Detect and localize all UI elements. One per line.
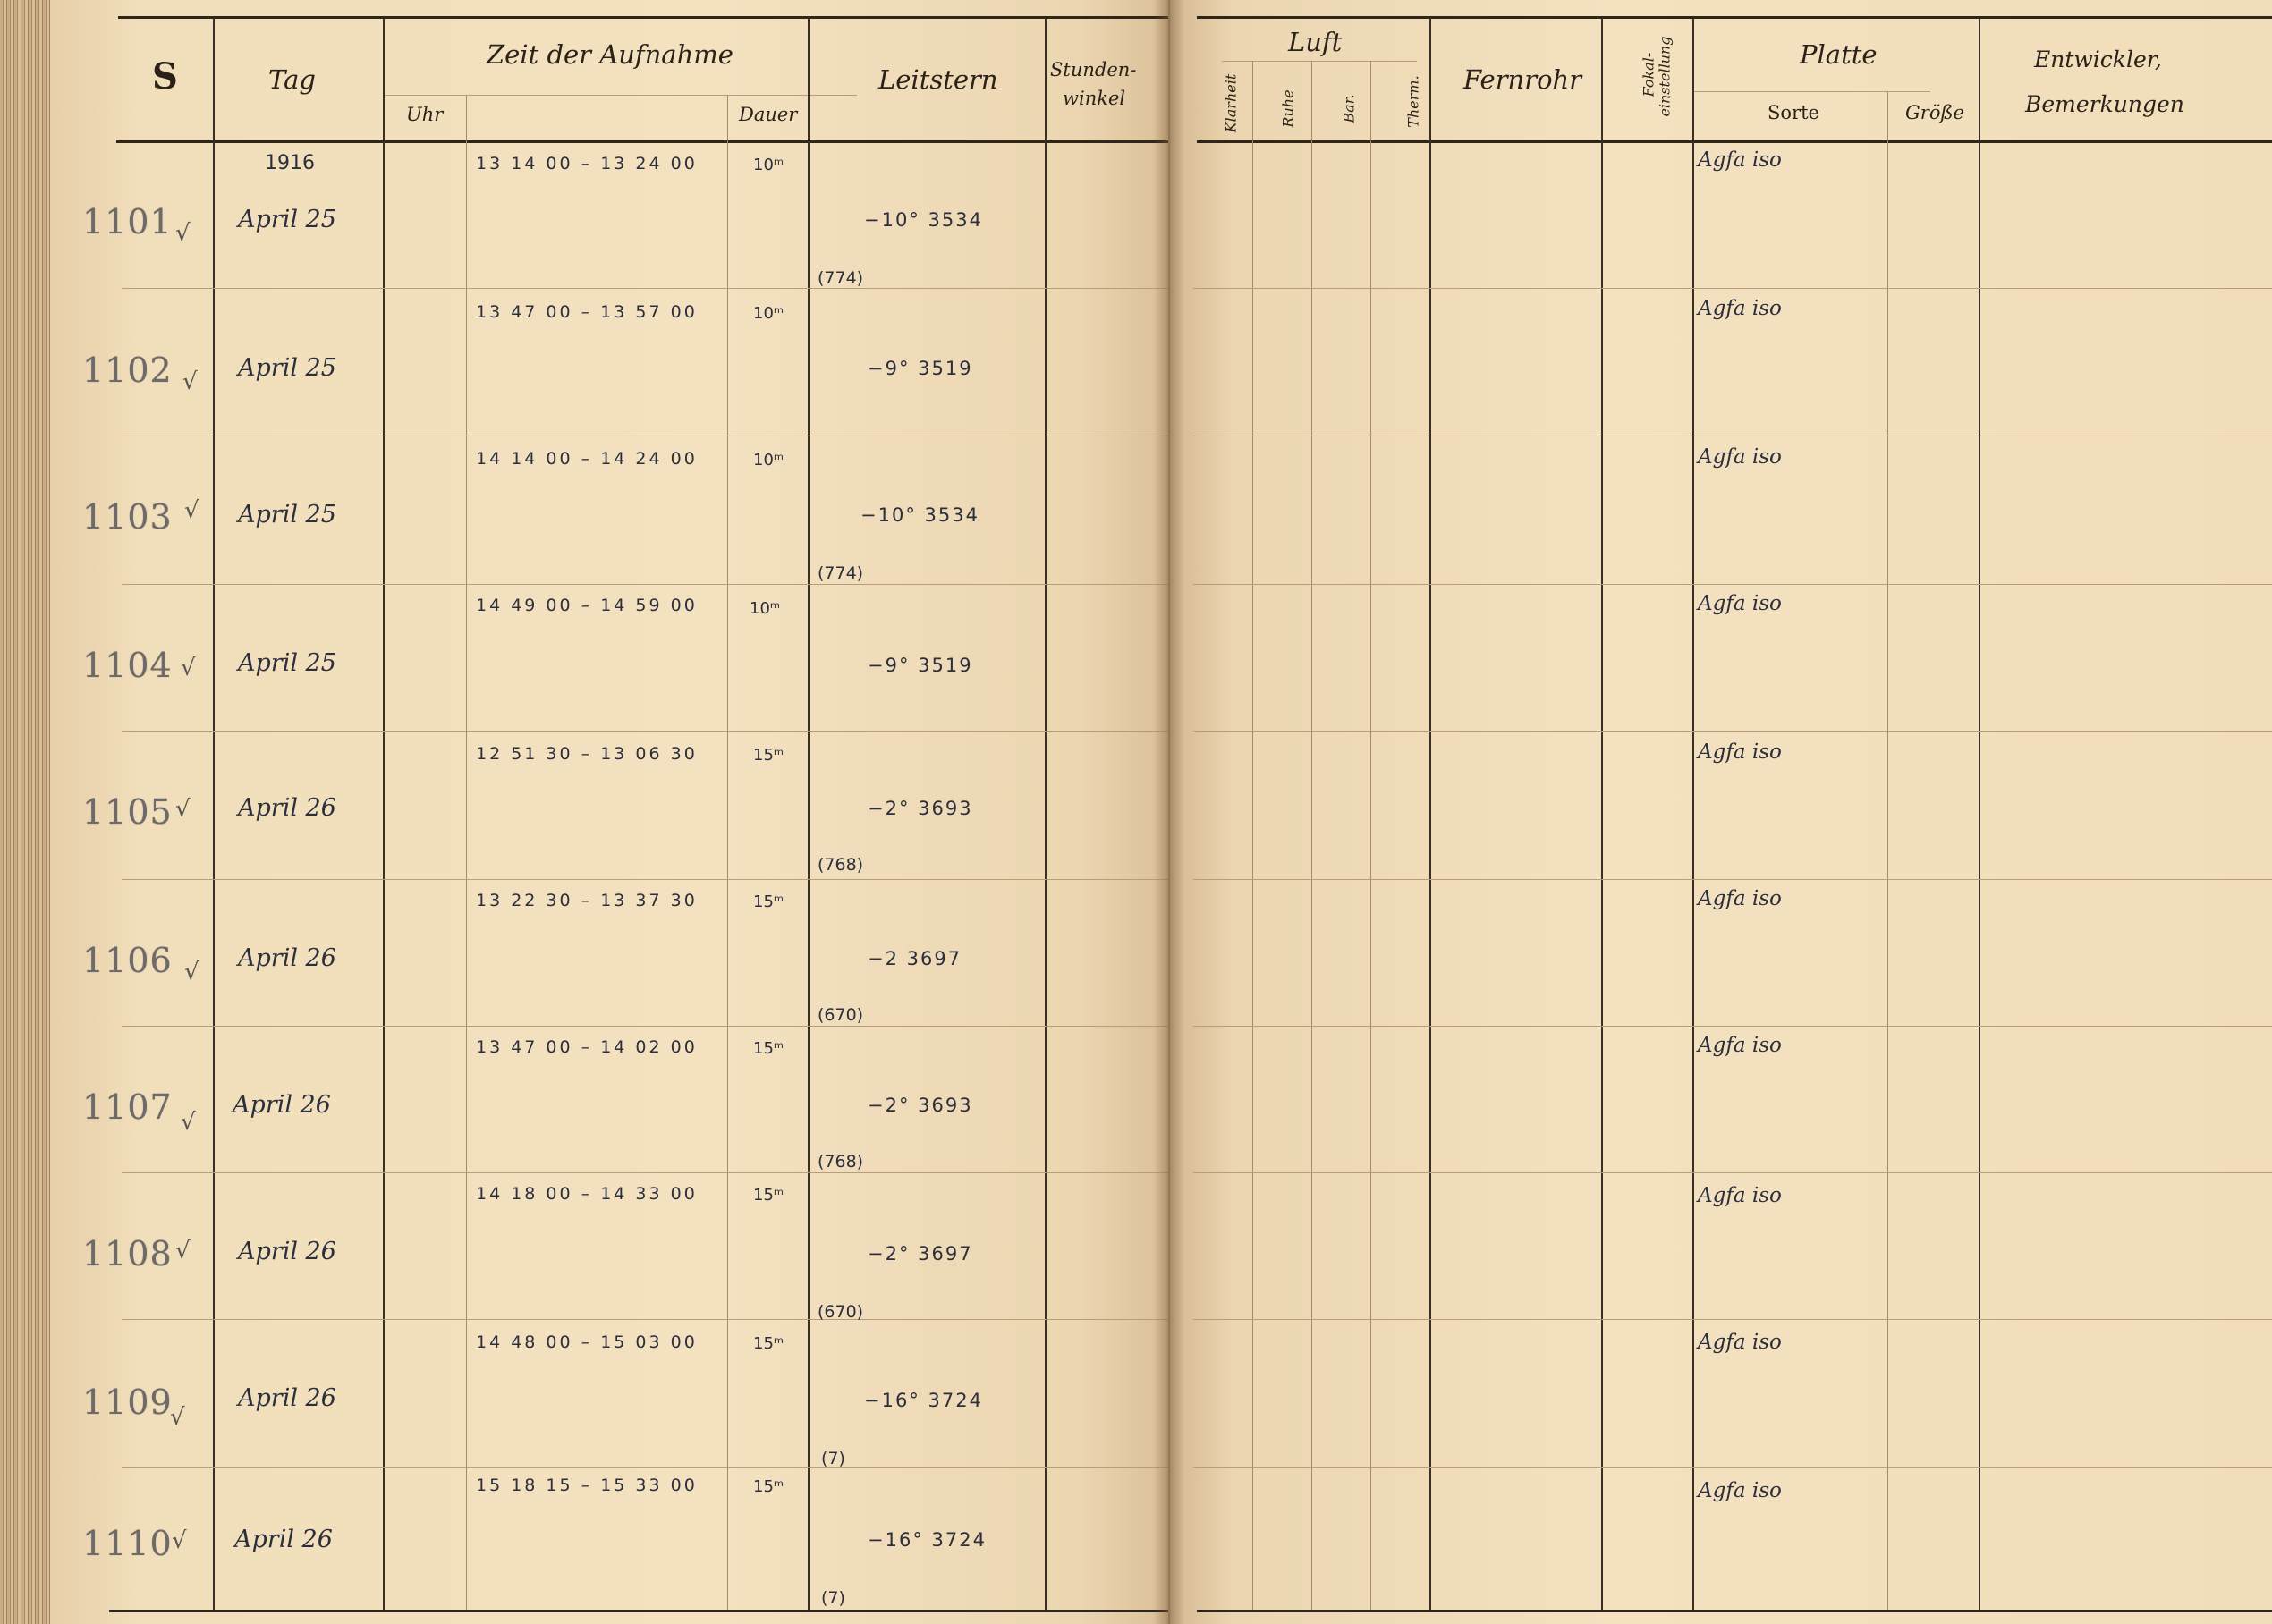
header-platte: Platte xyxy=(1800,39,1878,70)
bottom-rule xyxy=(109,1610,1168,1612)
row-dauer: 15ᵐ xyxy=(753,1477,784,1496)
row-plate: Agfa iso xyxy=(1698,1331,1782,1354)
row-rule xyxy=(122,879,1168,880)
row-check: √ xyxy=(172,1527,187,1554)
row-ref: (768) xyxy=(818,1152,864,1171)
row-plate: Agfa iso xyxy=(1698,445,1782,469)
row-leitstern: −9° 3519 xyxy=(868,358,973,379)
row-rule xyxy=(122,1319,1168,1320)
row-check: √ xyxy=(175,220,191,247)
row-leitstern: −10° 3534 xyxy=(860,504,979,526)
row-number: 1107 xyxy=(82,1087,173,1127)
row-number: 1105 xyxy=(82,792,173,832)
row-dauer: 10ᵐ xyxy=(753,304,784,323)
row-number: 1110 xyxy=(82,1524,173,1563)
row-dauer: 15ᵐ xyxy=(753,1334,784,1353)
col-rule-luft xyxy=(1429,18,1431,1610)
row-time: 13 47 00 – 13 57 00 xyxy=(476,302,698,322)
row-time: 13 22 30 – 13 37 30 xyxy=(476,891,698,910)
row-dauer: 10ᵐ xyxy=(750,599,781,618)
header-entwickler: Entwickler, xyxy=(2034,47,2162,72)
row-rule xyxy=(1193,1319,2272,1320)
row-plate: Agfa iso xyxy=(1698,148,1782,172)
row-rule xyxy=(122,1172,1168,1173)
row-ref: (7) xyxy=(821,1449,845,1468)
row-leitstern: −2° 3697 xyxy=(868,1243,973,1265)
row-leitstern: −2° 3693 xyxy=(868,798,973,819)
row-rule xyxy=(1193,1172,2272,1173)
row-ref: (774) xyxy=(818,268,864,288)
col-rule-sorte xyxy=(1887,92,1888,1610)
header-klarheit: Klarheit xyxy=(1222,73,1240,133)
row-time: 12 51 30 – 13 06 30 xyxy=(476,744,698,764)
row-plate: Agfa iso xyxy=(1698,592,1782,615)
col-rule-leitstern xyxy=(1045,18,1047,1610)
col-rule-tag xyxy=(383,18,385,1610)
bottom-rule xyxy=(1197,1610,2272,1612)
book-gutter xyxy=(1154,0,1184,1624)
row-ref: (768) xyxy=(818,855,864,875)
header-groesse: Größe xyxy=(1905,102,1964,123)
row-ref: (670) xyxy=(818,1302,864,1322)
right-page xyxy=(1168,0,2272,1624)
row-rule xyxy=(122,731,1168,732)
row-check: √ xyxy=(170,1404,185,1431)
row-plate: Agfa iso xyxy=(1698,887,1782,910)
header-therm: Therm. xyxy=(1404,75,1422,128)
header-leitstern: Leitstern xyxy=(878,64,998,95)
top-rule xyxy=(118,16,1168,19)
header-zeit: Zeit der Aufnahme xyxy=(487,39,733,70)
row-number: 1109 xyxy=(82,1383,173,1422)
row-plate: Agfa iso xyxy=(1698,1479,1782,1502)
row-time: 15 18 15 – 15 33 00 xyxy=(476,1476,698,1495)
header-winkel: winkel xyxy=(1063,88,1126,109)
row-check: √ xyxy=(184,497,199,524)
row-rule xyxy=(122,288,1168,289)
year-label: 1916 xyxy=(265,152,315,174)
row-rule xyxy=(122,1026,1168,1027)
row-number: 1108 xyxy=(82,1234,173,1273)
row-number: 1104 xyxy=(82,646,173,685)
row-leitstern: −16° 3724 xyxy=(864,1390,983,1411)
row-leitstern: −2° 3693 xyxy=(868,1095,973,1116)
row-rule xyxy=(1193,1467,2272,1468)
col-rule-klarheit xyxy=(1252,61,1253,1610)
row-plate: Agfa iso xyxy=(1698,1184,1782,1207)
zeit-sub-rule xyxy=(385,95,857,96)
row-check: √ xyxy=(175,796,191,823)
row-date: April 26 xyxy=(238,794,336,822)
row-time: 14 48 00 – 15 03 00 xyxy=(476,1332,698,1352)
row-rule xyxy=(1193,288,2272,289)
row-check: √ xyxy=(181,1109,196,1136)
header-fokal: Fokal- xyxy=(1640,52,1657,97)
header-bottom-rule xyxy=(1197,140,2272,143)
row-time: 14 14 00 – 14 24 00 xyxy=(476,449,698,469)
row-rule xyxy=(122,584,1168,585)
col-rule-platte xyxy=(1979,18,1980,1610)
header-bar: Bar. xyxy=(1340,94,1358,123)
header-fernrohr: Fernrohr xyxy=(1463,64,1582,95)
row-rule xyxy=(1193,731,2272,732)
row-date: April 26 xyxy=(233,1091,331,1119)
col-rule-bar xyxy=(1370,61,1371,1610)
header-bemerkungen: Bemerkungen xyxy=(2025,91,2184,117)
row-time: 13 47 00 – 14 02 00 xyxy=(476,1037,698,1057)
header-uhr: Uhr xyxy=(406,104,444,125)
row-rule xyxy=(1193,584,2272,585)
row-number: 1103 xyxy=(82,497,173,537)
row-leitstern: −2 3697 xyxy=(868,948,962,969)
col-rule-ruhe xyxy=(1311,61,1312,1610)
header-sorte: Sorte xyxy=(1768,102,1819,123)
header-s: S xyxy=(152,55,178,97)
row-leitstern: −9° 3519 xyxy=(868,655,973,676)
row-leitstern: −16° 3724 xyxy=(868,1529,987,1551)
header-dauer: Dauer xyxy=(739,104,798,125)
row-check: √ xyxy=(182,368,198,395)
row-date: April 25 xyxy=(238,501,336,529)
row-dauer: 10ᵐ xyxy=(753,451,784,469)
col-rule-s xyxy=(213,18,215,1610)
row-ref: (774) xyxy=(818,563,864,583)
row-date: April 26 xyxy=(238,944,336,972)
row-ref: (7) xyxy=(821,1588,845,1608)
top-rule xyxy=(1197,16,2272,19)
row-plate: Agfa iso xyxy=(1698,297,1782,320)
row-plate: Agfa iso xyxy=(1698,740,1782,764)
row-dauer: 15ᵐ xyxy=(753,1186,784,1205)
luft-sub-rule xyxy=(1222,61,1417,62)
header-stunden: Stunden- xyxy=(1050,59,1137,80)
row-time: 14 49 00 – 14 59 00 xyxy=(476,596,698,615)
row-rule xyxy=(1193,1026,2272,1027)
row-rule xyxy=(1193,879,2272,880)
col-rule-fokal xyxy=(1692,18,1694,1610)
row-ref: (670) xyxy=(818,1005,864,1025)
row-date: April 25 xyxy=(238,206,336,233)
row-time: 13 14 00 – 13 24 00 xyxy=(476,154,698,173)
row-dauer: 15ᵐ xyxy=(753,1039,784,1058)
col-rule-uhr xyxy=(466,96,467,1610)
row-leitstern: −10° 3534 xyxy=(864,209,983,231)
col-rule-dauer xyxy=(727,96,728,1610)
header-tag: Tag xyxy=(268,64,316,95)
row-time: 14 18 00 – 14 33 00 xyxy=(476,1184,698,1204)
header-luft: Luft xyxy=(1288,27,1343,57)
left-page xyxy=(50,0,1168,1624)
row-number: 1101 xyxy=(82,202,173,241)
header-einstellung: einstellung xyxy=(1656,36,1674,117)
row-number: 1102 xyxy=(82,351,173,390)
row-dauer: 15ᵐ xyxy=(753,892,784,911)
row-number: 1106 xyxy=(82,941,173,980)
row-rule xyxy=(122,1467,1168,1468)
row-check: √ xyxy=(181,655,196,681)
header-ruhe: Ruhe xyxy=(1279,89,1297,128)
row-date: April 26 xyxy=(234,1526,333,1553)
platte-sub-rule xyxy=(1694,91,1930,92)
row-check: √ xyxy=(184,959,199,985)
row-dauer: 10ᵐ xyxy=(753,156,784,174)
row-date: April 26 xyxy=(238,1384,336,1412)
row-date: April 26 xyxy=(238,1238,336,1265)
row-plate: Agfa iso xyxy=(1698,1034,1782,1057)
row-dauer: 15ᵐ xyxy=(753,746,784,765)
col-rule-fernrohr xyxy=(1601,18,1603,1610)
header-bottom-rule xyxy=(116,140,1168,143)
row-check: √ xyxy=(175,1238,191,1265)
row-date: April 25 xyxy=(238,649,336,677)
row-date: April 25 xyxy=(238,354,336,382)
col-rule-zeit xyxy=(808,18,810,1610)
